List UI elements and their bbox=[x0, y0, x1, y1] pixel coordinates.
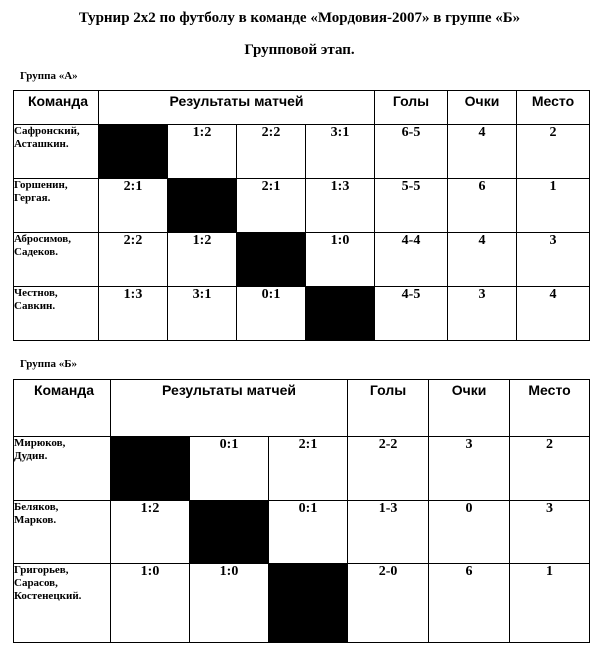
diagonal-cell bbox=[269, 564, 348, 643]
score-cell: 3:1 bbox=[168, 287, 237, 341]
page-subtitle: Групповой этап. bbox=[244, 42, 355, 58]
group-b-table bbox=[13, 379, 590, 643]
score-cell: 2:1 bbox=[269, 437, 348, 501]
points-cell: 4 bbox=[448, 125, 517, 179]
score-cell: 3:1 bbox=[306, 125, 375, 179]
points-cell: 6 bbox=[448, 179, 517, 233]
goals-cell: 4-5 bbox=[375, 287, 448, 341]
table-row bbox=[14, 125, 590, 179]
diagonal-cell bbox=[168, 179, 237, 233]
place-cell: 2 bbox=[510, 437, 590, 501]
header-points: Очки bbox=[429, 380, 510, 437]
place-cell: 2 bbox=[517, 125, 590, 179]
page-title: Турнир 2х2 по футболу в команде «Мордовия-2007» в группе «Б» bbox=[78, 10, 521, 26]
team-name: Беляков, Марков. bbox=[14, 501, 111, 564]
team-name: Григорьев, Сарасов, Костенецкий. bbox=[14, 564, 111, 643]
diagonal-cell bbox=[306, 287, 375, 341]
team-name: Горшенин, Гергая. bbox=[14, 179, 99, 233]
place-cell: 3 bbox=[517, 233, 590, 287]
diagonal-cell bbox=[111, 437, 190, 501]
score-cell: 1:3 bbox=[306, 179, 375, 233]
goals-cell: 1-3 bbox=[348, 501, 429, 564]
score-cell: 0:1 bbox=[237, 287, 306, 341]
score-cell: 1:0 bbox=[111, 564, 190, 643]
diagonal-cell bbox=[190, 501, 269, 564]
header-team: Команда bbox=[14, 91, 99, 125]
diagonal-cell bbox=[99, 125, 168, 179]
group-a-label: Группа «А» bbox=[20, 70, 78, 82]
group-a-header-row bbox=[14, 91, 590, 125]
team-name: Абросимов, Садеков. bbox=[14, 233, 99, 287]
group-b-label: Группа «Б» bbox=[20, 358, 77, 370]
score-cell: 1:2 bbox=[168, 125, 237, 179]
table-row bbox=[14, 287, 590, 341]
group-b-header-row bbox=[14, 380, 590, 437]
group-a-table bbox=[13, 90, 590, 341]
team-name: Мирюков, Дудин. bbox=[14, 437, 111, 501]
place-cell: 4 bbox=[517, 287, 590, 341]
team-name: Сафронский, Асташкин. bbox=[14, 125, 99, 179]
place-cell: 1 bbox=[510, 564, 590, 643]
header-place: Место bbox=[510, 380, 590, 437]
score-cell: 2:1 bbox=[99, 179, 168, 233]
table-row bbox=[14, 179, 590, 233]
header-place: Место bbox=[517, 91, 590, 125]
goals-cell: 4-4 bbox=[375, 233, 448, 287]
table-row bbox=[14, 564, 590, 643]
goals-cell: 2-2 bbox=[348, 437, 429, 501]
score-cell: 1:0 bbox=[306, 233, 375, 287]
table-row bbox=[14, 233, 590, 287]
team-name: Честнов, Савкин. bbox=[14, 287, 99, 341]
diagonal-cell bbox=[237, 233, 306, 287]
score-cell: 2:1 bbox=[237, 179, 306, 233]
score-cell: 1:2 bbox=[168, 233, 237, 287]
header-results: Результаты матчей bbox=[99, 91, 375, 125]
header-goals: Голы bbox=[375, 91, 448, 125]
score-cell: 2:2 bbox=[99, 233, 168, 287]
table-row bbox=[14, 501, 590, 564]
score-cell: 1:0 bbox=[190, 564, 269, 643]
goals-cell: 6-5 bbox=[375, 125, 448, 179]
score-cell: 0:1 bbox=[269, 501, 348, 564]
table-row bbox=[14, 437, 590, 501]
place-cell: 3 bbox=[510, 501, 590, 564]
score-cell: 1:3 bbox=[99, 287, 168, 341]
place-cell: 1 bbox=[517, 179, 590, 233]
points-cell: 4 bbox=[448, 233, 517, 287]
score-cell: 2:2 bbox=[237, 125, 306, 179]
points-cell: 3 bbox=[448, 287, 517, 341]
points-cell: 3 bbox=[429, 437, 510, 501]
goals-cell: 5-5 bbox=[375, 179, 448, 233]
header-team: Команда bbox=[14, 380, 111, 437]
points-cell: 6 bbox=[429, 564, 510, 643]
score-cell: 1:2 bbox=[111, 501, 190, 564]
header-results: Результаты матчей bbox=[111, 380, 348, 437]
score-cell: 0:1 bbox=[190, 437, 269, 501]
header-points: Очки bbox=[448, 91, 517, 125]
goals-cell: 2-0 bbox=[348, 564, 429, 643]
points-cell: 0 bbox=[429, 501, 510, 564]
header-goals: Голы bbox=[348, 380, 429, 437]
